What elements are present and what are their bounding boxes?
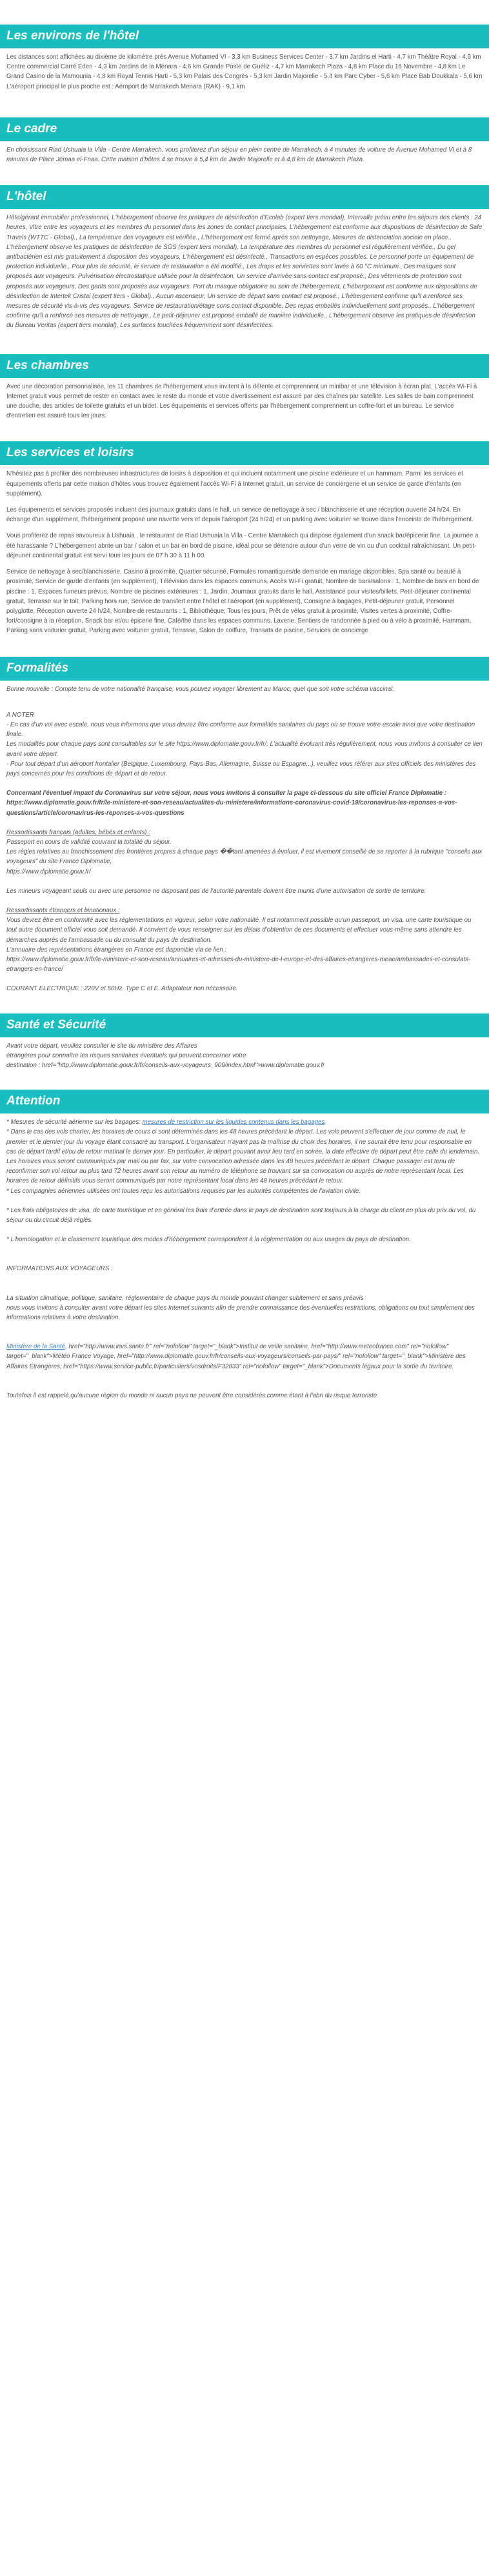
- formalites-anoter-line: - Pour tout départ d'un aéroport frontalier (Belgique, Luxembourg, Pays-Bas, Allemagne, Suisse ou Espagne...), veuillez vous référer aux sites officiels des ministères des pays concernés pour les conditions de départ et de retour.: [6, 760, 476, 777]
- formalites-foreign-line: L'annuaire des représentations étrangères en France est disponible via ce lien :: [6, 946, 227, 954]
- section-chambres: [0, 350, 489, 421]
- section-title-attention: Attention: [0, 1090, 489, 1113]
- section-environs: [0, 0, 489, 92]
- formalites-fr-line: Les règles relatives au franchissement des frontières propres à chaque pays ��tant amenées à évoluer, il est vivement conseillé de se reporter à la rubrique "conseils aux voyageurs" du site France Diplomatie,: [6, 848, 483, 866]
- attention-bagage-suffix: .: [324, 1119, 326, 1126]
- chambres-text: Avec une décoration personnalisée, les 11 chambres de l'hébergement vous invitent à la détente et comprennent un minibar et une télévision à écran plat. L'accès Wi-Fi à Internet gratuit vous permet de rester en contact avec le reste du monde et votre divertissement est assuré par des chaînes par satellite. Les salles de bain comprennent une douche, des articles de toilette gratuits et un bidet. Les équipements et services offerts par l'hébergement comprennent un coffre-fort et un bureau. Le service d'entretien est assuré tous les jours.: [6, 383, 477, 420]
- attention-bagage-line: [6, 1117, 483, 1127]
- sante-text: [0, 1041, 489, 1071]
- hotel-text: Hôte/gérant immobilier professionnel, L'hébergement observe les pratiques de désinfection d'Ecolab (expert tiers mondial), Intervalle prévu entre les séjours des clients : 24 heures, Vitre entre les voyageurs et les membres du personnel dans les zones de contact principales, L'hébergement est conforme aux dispositions de désinfection de Safe Travels (WTTC - Global)., La température des voyageurs est vérifiée., L'hébergement est fermé après son nettoyage, Mesures de distanciation sociale en place., L'hébergement observe les pratiques de désinfection de SGS (expert tiers mondial), La température des membres du personnel est régulièrement vérifiée., Du gel antibactérien est mis gratuitement à disposition des voyageurs, L'hébergement est désinfecté., Transactions en espèces possibles. Le personnel porte un équipement de protection individuelle., Pour plus de sécurité, le service de restauration a été modifié., Les draps et les serviettes sont lavés à 60 °C minimum., Des masques sont proposés aux voyageurs. Pulvérisation électrostatique utilisée pour la désinfection, Un service d'arrivée sans contact est proposé., Des vêtements de protection sont proposés aux voyageurs, Des gants sont proposés aux voyageurs. Port du masque obligatoire au sein de l'hébergement, L'hébergement est conforme aux dispositions de désinfection de Intertek Cristal (expert tiers - Global)., Aucun ascenseur, Un service de départ sans contact est proposé., L'hébergement confirme qu'il a renforcé ses mesures de sécurité vis-à-vis des voyageurs. Service de restauration/étage sons contact disponible, Des repas emballés individuellement sont proposés., L'hébergement confirme qu'il a renforcé ses mesures de nettoyage., Le petit-déjeuner est proposé emballé de manière individuelle., L'hébergement observe les pratiques de désinfection du Bureau Veritas (expert tiers mondial), Les surfaces touchées fréquemment sont désinfectées.: [6, 214, 483, 330]
- section-cadre: [0, 111, 489, 165]
- formalites-text: [0, 684, 489, 994]
- attention-final: Toutefois il est rappelé qu'aucune région du monde ni aucun pays ne peuvent être considérés comme étant à l'abri du risque terroriste.: [6, 1392, 379, 1399]
- formalites-fr-heading: Ressortissants français (adultes, bébés et enfants) :: [6, 828, 150, 836]
- attention-links-rest: , href="http://www.invs.sante.fr" rel="nofollow" target="_blank">Institut de veille sanitaire, href="http://www.meteofrance.com" rel="nofollow" target="_blank">Météo France Voyage, href="http://www.diplomatie.gouv.fr/fr/conseils-aux-voyageurs/conseils-par-pays/" rel="nofollow" target="_blank">Ministère des Affaires Étrangères, href="https://www.service-public.fr/particuliers/vosdroits/F32833" rel="nofollow" target="_blank">Documents légaux pour la sortie du territoire.: [6, 1343, 466, 1370]
- sante-line: destination : href="http://www.diplomatie.gouv.fr/fr/conseils-aux-voyageurs_909/index.html">www.diplomatie.gouv.fr: [6, 1062, 325, 1069]
- section-title-cadre: Le cadre: [0, 117, 489, 141]
- attention-visa-fees: * Les frais obligatoires de visa, de carte touristique et en général les frais d'entrée dans le pays de destination sont toujours à la charge du client en plus du prix du vol, du séjour ou du circuit déjà réglés.: [6, 1206, 476, 1224]
- liquids-restriction-link[interactable]: mesures de restriction sur les liquides contenus dans les bagages: [142, 1119, 325, 1126]
- formalites-intro: Bonne nouvelle : Compte tenu de votre nationalité française, vous pouvez voyager librement au Maroc, quel que soit votre schéma vaccinal.: [6, 685, 394, 693]
- section-hotel: [0, 184, 489, 330]
- formalites-anoter-line: Les modalités pour chaque pays sont consultables sur le site https://www.diplomatie.gouv.fr/fr/. L'actualité évoluant très régulièrement, nous vous invitons à consulter ce lien avant votre départ.: [6, 741, 483, 758]
- formalites-anoter-label: A NOTER: [6, 711, 34, 719]
- section-title-formalites: Formalités: [0, 657, 489, 681]
- section-title-services: Les services et loisirs: [0, 441, 489, 465]
- sante-line: Avant votre départ, veuillez consulter le site du ministère des Affaires: [6, 1042, 197, 1050]
- formalites-foreign-line: Vous devrez être en conformité avec les réglementations en vigueur, selon votre nationalité. Il est notamment possible qu'un passeport, un visa, une carte touristique ou tout autre document officiel vous soit demandé. Il convient de vous renseigner sur les délais d'obtention de ces documents et effectuer vous-même sans attendre les démarches auprès de l'ambassade ou du consulat du pays de destination.: [6, 917, 472, 944]
- section-services: [0, 440, 489, 635]
- attention-info-label: INFORMATIONS AUX VOYAGEURS :: [6, 1265, 113, 1273]
- attention-situation-line: nous vous invitons à consulter avant votre départ les sites Internet suivants afin de prendre connaissance des éventuelles restrictions, obligations ou tout simplement des informations relatives à votre destination.: [6, 1304, 475, 1322]
- section-title-hotel: L'hôtel: [0, 185, 489, 209]
- attention-bagage-prefix: * Mesures de sécurité aérienne sur les bagages:: [6, 1119, 143, 1126]
- attention-text: [0, 1117, 489, 1401]
- section-formalites: [0, 657, 489, 994]
- formalites-minors: Les mineurs voyageant seuls ou avec une personne ne disposant pas de l'autorité parentale doivent être munis d'une autorisation de sortie de territoire.: [6, 887, 426, 895]
- services-paragraph: Les équipements et services proposés incluent des journaux gratuits dans le hall, un service de nettoyage à sec / blanchisserie et une réception ouverte 24 h/24. En échange d'un supplément, l'hébergement propose une navette vers et depuis l'aéroport (24 h/24) et un parking avec voiturier se trouve dans l'enceinte de l'hébergement.: [6, 506, 474, 524]
- cadre-text: En choisissant Riad Ushuaia la Villa - Centre Marrakech, vous profiterez d'un séjour en plein centre de Marrakech, à 4 minutes de voiture de Avenue Mohamed VI et à 8 minutes de Place Jemaa el-Fnaa. Cette maison d'hôtes 4 se trouve à 5,4 km de Jardin Majorelle et à 4,8 km de Marrakech Plaza.: [6, 146, 472, 164]
- section-sante: [0, 1013, 489, 1071]
- formalites-fr-line: Passeport en cours de validité couvrant la totalité du séjour.: [6, 838, 172, 846]
- attention-situation-line: La situation climatique, politique, sanitaire, réglementaire de chaque pays du monde pouvant changer subitement et sans préavis: [6, 1294, 364, 1302]
- services-paragraph: N'hésitez pas à profiter des nombreuses infrastructures de loisirs à disposition et qui incluent notamment une piscine extérieure et un hammam. Parmi les services et équipements offerts par cette maison d'hôtes vous trouvez également l'accès Wi-Fi à Internet gratuit, un service de conciergerie et un service de garde d'enfants (en supplément).: [6, 470, 463, 497]
- section-title-sante: Santé et Sécurité: [0, 1013, 489, 1037]
- attention-links: [6, 1342, 483, 1372]
- services-paragraph: Service de nettoyage à sec/blanchisserie, Casino à proximité, Quartier sécurisé, Formules romantiques/de demande en mariage disponibles, Spa santé ou beauté à proximité, Service de garde d'enfants (en supplément), Télévision dans les espaces communs, Accès Wi-Fi gratuit, Nombre de bars/salons : 1, Nombre de bars en bord de piscine : 1, Espaces fumeurs prévus, Nombre de piscines extérieures : 1, Jardin, Journaux gratuits dans le hall, Assistance pour visites/billets, Petit-déjeuner continental gratuit, Terrasse sur le toit, Parking hors rue, Service de transfert entre l'hôtel et l'aéroport (en supplément), Consigne à bagages, Petit-déjeuner gratuit, Personnel polyglotte, Réception ouverte 24 h/24, Nombre de restaurants : 1, Bibliothèque, Tous les jours, Prêt de vélos gratuit à proximité, Visites vertes à proximité, Coffre-fort/consigne à la réception, Snack bar et/ou épicerie fine, Café/thé dans les espaces communs, Laverie, Sentiers de randonnée à pied ou à vélo à proximité, Hammam, Parking sans voiturier gratuit, Parking avec voiturier gratuit, Terrasse, Salon de coiffure, Transats de piscine, Services de concierge: [6, 568, 479, 635]
- section-attention: [0, 1090, 489, 1401]
- formalites-foreign-heading: Ressortissants étrangers et binationaux :: [6, 906, 120, 914]
- formalites-anoter-line: - En cas d'un vol avec escale, nous vous informons que vous devrez être conforme aux formalités sanitaires du pays où se trouve votre escale ainsi que votre destination finale.: [6, 721, 475, 739]
- formalites-covid-note: Concernant l'éventuel impact du Coronavirus sur votre séjour, nous vous invitons à consulter la page ci-dessous du site officiel France Diplomatie :: [6, 790, 447, 797]
- sante-line: étrangères pour connaître les risques sanitaires éventuels qui peuvent concerner votre: [6, 1052, 246, 1059]
- services-paragraph: Vous profiterez de repas savoureux à Ushuaia , le restaurant de Riad Ushuaia la Villa - Centre Marrakech qui dispose également d'un snack bar/épicerie fine. La journée a été harassante ? L'hébergement abrite un bar / salon et un bar en bord de piscine, idéal pour se détendre autour d'un verre de vin ou d'un cocktail rafraîchissant. Un petit-déjeuner continental gratuit est servi tous les jours de 07 h 30 à 11 h 00.: [6, 532, 479, 559]
- attention-charter: * Dans le cas des vols charter, les horaires de cours ci sont déterminés dans les 48 heures précédant le départ. Les vols peuvent s'effectuer de jour comme de nuit, le premier et le dernier jour du voyage étant consacré au transport. L'organisateur n'ayant pas la maîtrise du choix des horaires, il ne saurait être tenu pour responsable en cas de départ tardif et/ou de retour matinal le dernier jour. En particulier, le départ pouvant avoir lieu tard en soirée, la date effective de départ peut être celle du lendemain. Les horaires vous seront communiqués par mail ou par fax, sur votre convocation adressée dans les 48 heures précédant le départ. Chaque passager est tenu de reconfirmer son vol retour au plus tard 72 heures avant son retour au numéro de téléphone se trouvant sur sa convocation ou auprès de notre représentant local. Les horaires de retour définitifs vous seront communiqués par notre représentant local dans les 48 heures précédant le retour.: [6, 1128, 480, 1185]
- formalites-foreign-url[interactable]: https://www.diplomatie.gouv.fr/fr/le-ministere-et-son-reseau/annuaires-et-adresses-du-ministere-de-l-europe-et-des-affaires-etrangeres-meae/ambassades-et-consulats-etrangers-en-france/: [6, 955, 471, 973]
- formalites-electric: COURANT ELECTRIQUE : 220V et 50Hz. Type C et E. Adaptateur non nécessaire.: [6, 985, 238, 993]
- attention-homologation: * L'homologation et le classement touristique des modes d'hébergement correspondent à la réglementation ou aux usages du pays de destination.: [6, 1236, 411, 1244]
- section-title-chambres: Les chambres: [0, 354, 489, 378]
- attention-airlines: * Les compagnies aériennes utilisées ont toutes reçu les autorisations requises par les autorités compétentes de l'aviation civile.: [6, 1187, 361, 1195]
- ministere-sante-link[interactable]: Ministère de la Santé: [6, 1343, 66, 1351]
- formalites-covid-url[interactable]: https://www.diplomatie.gouv.fr/fr/le-ministere-et-son-reseau/actualites-du-ministere/informations-coronavirus-covid-19/coronavirus-les-reponses-a-vos-questions/article/coronavirus-les-reponses-a-vos-questions: [6, 799, 457, 817]
- section-title-environs: Les environs de l'hôtel: [0, 25, 489, 48]
- formalites-fr-url[interactable]: https://www.diplomatie.gouv.fr/: [6, 868, 91, 875]
- environs-text: Les distances sont affichées au dixième de kilomètre près Avenue Mohamed VI - 3,3 km Business Services Center - 3,7 km Jardins el Harti - 4,7 km Théâtre Royal - 4,9 km Centre commercial Carré Eden - 4,3 km Jardins de la Ménara - 4,6 km Grande Poste de Guéliz - 4,7 km Marrakech Plaza - 4,8 km Place du 16 Novembre - 4,8 km Le Grand Casino de la Mamounia - 4,8 km Royal Tennis Harti - 5,3 km Palais des Congrès - 5,3 km Jardin Majorelle - 5,4 km Parc Cyber - 5,6 km Place Bab Doukkala - 5,6 km L'aéroport principal le plus proche est : Aéroport de Marrakech Menara (RAK) - 9,1 km: [6, 54, 483, 90]
- services-text: [0, 469, 489, 635]
